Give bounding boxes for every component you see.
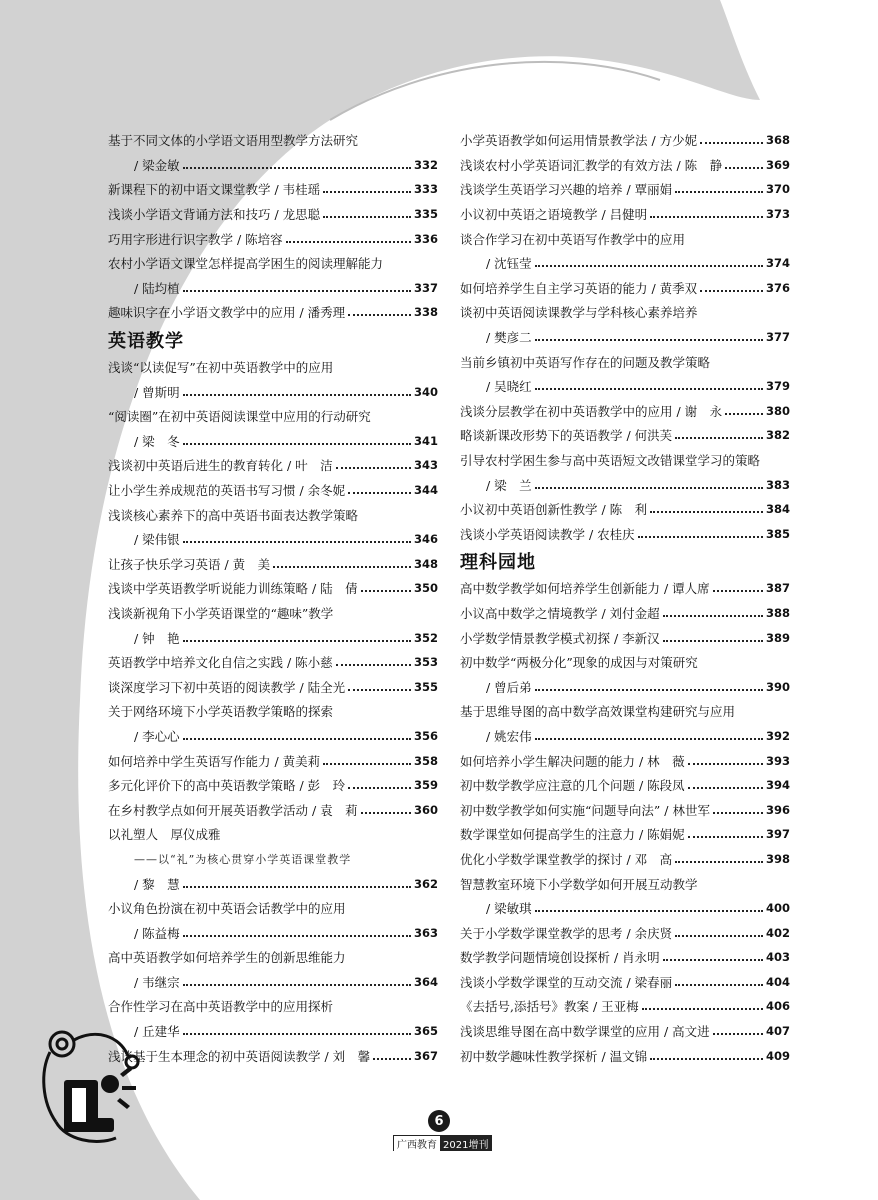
- section-heading: 理科园地: [460, 552, 536, 574]
- leader-dots: [183, 1023, 411, 1035]
- leader-dots: [183, 630, 411, 642]
- leader-dots: [183, 974, 411, 986]
- toc-author-text: / 陆均植: [134, 280, 180, 296]
- toc-title-text: 浅谈新视角下小学英语课堂的“趣味”教学: [108, 605, 334, 621]
- toc-entry[interactable]: [108, 797, 438, 822]
- leader-dots: [323, 181, 411, 193]
- toc-page-number: 363: [413, 925, 438, 940]
- toc-title-text: 农村小学语文课堂怎样提高学困生的阅读理解能力: [108, 256, 384, 272]
- toc-entry-text: 优化小学数学课堂教学的探讨 / 邓 高: [460, 851, 673, 867]
- toc-author-line[interactable]: [460, 325, 790, 350]
- toc-title-text: 当前乡镇初中英语写作存在的问题及教学策略: [460, 354, 711, 370]
- toc-title-text: “阅读圈”在初中英语阅读课堂中应用的行动研究: [108, 409, 371, 425]
- toc-page-number: 362: [413, 876, 438, 891]
- toc-entry-text: 小议初中英语创新性教学 / 陈 利: [460, 502, 648, 518]
- toc-title-text: 浅谈“以读促写”在初中英语教学中的应用: [108, 360, 334, 376]
- toc-entry-text: 初中数学趣味性教学探析 / 温文锦: [460, 1048, 648, 1064]
- toc-entry-text: 关于小学数学课堂教学的思考 / 余庆贤: [460, 925, 673, 941]
- toc-page-number: 383: [765, 477, 790, 492]
- toc-entry[interactable]: [460, 1019, 790, 1044]
- leader-dots: [183, 280, 411, 292]
- toc-author-text: / 樊彦二: [486, 330, 532, 346]
- toc-page-number: 358: [413, 753, 438, 768]
- leader-dots: [650, 206, 763, 218]
- toc-author-text: / 梁敏琪: [486, 901, 532, 917]
- toc-entry[interactable]: [460, 625, 790, 650]
- leader-dots: [638, 526, 763, 538]
- leader-dots: [183, 728, 411, 740]
- toc-page-number: 404: [765, 974, 790, 989]
- toc-title-text: 基于不同文体的小学语文语用型教学方法研究: [108, 133, 359, 149]
- toc-article-title[interactable]: [460, 650, 790, 675]
- leader-dots: [663, 605, 763, 617]
- toc-entry[interactable]: [460, 847, 790, 872]
- toc-page-number: 344: [413, 483, 438, 498]
- toc-entry-text: 小议高中数学之情境教学 / 刘付金超: [460, 605, 660, 621]
- toc-author-text: / 丘建华: [134, 1024, 180, 1040]
- leader-dots: [675, 181, 763, 193]
- toc-title-text: 谈合作学习在初中英语写作教学中的应用: [460, 231, 686, 247]
- toc-page-number: 376: [765, 280, 790, 295]
- toc-page-number: 343: [413, 458, 438, 473]
- toc-author-text: / 曾后弟: [486, 679, 532, 695]
- leader-dots: [688, 826, 763, 838]
- leader-dots: [183, 157, 411, 169]
- toc-author-line[interactable]: [460, 374, 790, 399]
- toc-entry-text: 浅谈小学英语阅读教学 / 农桂庆: [460, 526, 635, 542]
- toc-entry[interactable]: [460, 1043, 790, 1068]
- toc-entry[interactable]: [108, 177, 438, 202]
- toc-page-number: 402: [765, 925, 790, 940]
- leader-dots: [713, 1023, 763, 1035]
- toc-entry[interactable]: [460, 773, 790, 798]
- toc-article-title[interactable]: [460, 300, 790, 325]
- toc-page-number: 356: [413, 728, 438, 743]
- leader-dots: [725, 157, 763, 169]
- toc-entry-text: 浅谈学生英语学习兴趣的培养 / 覃丽娟: [460, 182, 673, 198]
- toc-entry[interactable]: [108, 202, 438, 227]
- toc-author-text: / 李心心: [134, 728, 180, 744]
- toc-title-text: 高中英语教学如何培养学生的创新思维能力: [108, 950, 346, 966]
- toc-article-title[interactable]: [460, 448, 790, 473]
- toc-entry-text: 浅谈中学英语教学听说能力训练策略 / 陆 倩: [108, 581, 358, 597]
- toc-entry[interactable]: [460, 748, 790, 773]
- toc-page-number: 389: [765, 630, 790, 645]
- toc-entry[interactable]: [108, 650, 438, 675]
- leader-dots: [535, 329, 763, 341]
- toc-entry-text: 如何培养学生自主学习英语的能力 / 黄季双: [460, 280, 698, 296]
- toc-article-title[interactable]: [108, 994, 438, 1019]
- toc-author-text: / 梁 冬: [134, 433, 180, 449]
- toc-entry[interactable]: [108, 773, 438, 798]
- toc-page-number: 385: [765, 526, 790, 541]
- toc-page-number: 400: [765, 901, 790, 916]
- toc-entry-text: 新课程下的初中语文课堂教学 / 韦桂瑶: [108, 182, 321, 198]
- toc-author-line[interactable]: [108, 724, 438, 749]
- toc-page-number: 380: [765, 403, 790, 418]
- toc-article-title[interactable]: [108, 822, 438, 847]
- toc-author-line[interactable]: [108, 1019, 438, 1044]
- toc-entry-text: 让小学生养成规范的英语书写习惯 / 余冬妮: [108, 483, 346, 499]
- toc-entry-text: 浅谈小学语文背诵方法和技巧 / 龙思聪: [108, 207, 321, 223]
- toc-title-text: 关于网络环境下小学英语教学策略的探索: [108, 704, 334, 720]
- toc-entry[interactable]: [460, 970, 790, 995]
- leader-dots: [361, 580, 411, 592]
- leader-dots: [650, 1048, 763, 1060]
- toc-entry-text: 小议初中英语之语境教学 / 吕健明: [460, 207, 648, 223]
- toc-entry[interactable]: [460, 423, 790, 448]
- leader-dots: [183, 531, 411, 543]
- toc-article-title[interactable]: [460, 699, 790, 724]
- journal-issue: 2021增刊: [440, 1136, 491, 1151]
- toc-page-number: 341: [413, 433, 438, 448]
- toc-entry-text: 初中数学教学如何实施“问题导向法” / 林世军: [460, 802, 710, 818]
- toc-entry[interactable]: [460, 994, 790, 1019]
- leader-dots: [535, 900, 763, 912]
- toc-title-text: 谈初中英语阅读课教学与学科核心素养培养: [460, 305, 698, 321]
- leader-dots: [361, 802, 411, 814]
- toc-page-number: 360: [413, 802, 438, 817]
- toc-author-text: / 陈益梅: [134, 925, 180, 941]
- toc-page-number: 403: [765, 950, 790, 965]
- toc-page-number: 373: [765, 207, 790, 222]
- toc-page-number: 409: [765, 1048, 790, 1063]
- toc-entry-text: 初中数学教学应注意的几个问题 / 陈段凤: [460, 778, 685, 794]
- journal-footer: [393, 1135, 492, 1151]
- toc-entry[interactable]: [460, 153, 790, 178]
- leader-dots: [373, 1048, 411, 1060]
- toc-page-number: 396: [765, 802, 790, 817]
- toc-page-number: 369: [765, 157, 790, 172]
- toc-entry-text: 小学数学情景教学模式初探 / 李新汉: [460, 630, 660, 646]
- toc-subtitle: ——以“礼”为核心贯穿小学英语课堂教学: [134, 852, 352, 866]
- leader-dots: [688, 777, 763, 789]
- leader-dots: [323, 753, 411, 765]
- toc-entry-text: 多元化评价下的高中英语教学策略 / 彭 玲: [108, 778, 346, 794]
- toc-entry[interactable]: [460, 797, 790, 822]
- leader-dots: [535, 477, 763, 489]
- page-number-badge: 6: [428, 1110, 450, 1132]
- toc-page-number: 368: [765, 133, 790, 148]
- toc-right-column: [460, 128, 790, 1068]
- toc-page-number: 350: [413, 581, 438, 596]
- toc-entry[interactable]: [460, 945, 790, 970]
- toc-author-line[interactable]: [108, 871, 438, 896]
- leader-dots: [183, 433, 411, 445]
- toc-author-text: / 韦继宗: [134, 974, 180, 990]
- toc-author-line[interactable]: [108, 970, 438, 995]
- toc-title-text: 初中数学“两极分化”现象的成因与对策研究: [460, 655, 698, 671]
- toc-author-text: / 钟 艳: [134, 630, 180, 646]
- toc-author-text: / 黎 慧: [134, 876, 180, 892]
- leader-dots: [183, 876, 411, 888]
- toc-page-number: 397: [765, 827, 790, 842]
- toc-page-number: 379: [765, 379, 790, 394]
- toc-page-number: 382: [765, 428, 790, 443]
- toc-entry-text: 浅谈小学数学课堂的互动交流 / 梁春丽: [460, 974, 673, 990]
- toc-entry[interactable]: [460, 128, 790, 153]
- toc-author-line[interactable]: [108, 920, 438, 945]
- toc-entry-text: 《去括号,添括号》教案 / 王亚梅: [460, 999, 639, 1015]
- toc-article-title[interactable]: [108, 251, 438, 276]
- toc-entry[interactable]: [460, 399, 790, 424]
- toc-author-text: / 梁 兰: [486, 477, 532, 493]
- toc-title-text: 引导农村学困生参与高中英语短文改错课堂学习的策略: [460, 453, 761, 469]
- leader-dots: [642, 998, 763, 1010]
- toc-page-number: 332: [413, 157, 438, 172]
- toc-author-text: / 梁伟银: [134, 532, 180, 548]
- leader-dots: [183, 384, 411, 396]
- toc-left-column: [108, 128, 438, 1068]
- toc-author-text: / 梁金敏: [134, 157, 180, 173]
- toc-article-title[interactable]: [460, 349, 790, 374]
- toc-author-line[interactable]: [108, 153, 438, 178]
- toc-article-title[interactable]: [108, 896, 438, 921]
- toc-article-title[interactable]: [108, 601, 438, 626]
- toc-title-text: 浅谈核心素养下的高中英语书面表达教学策略: [108, 507, 359, 523]
- toc-entry[interactable]: [460, 497, 790, 522]
- toc-page-number: 406: [765, 999, 790, 1014]
- toc-author-text: / 曾斯明: [134, 384, 180, 400]
- leader-dots: [688, 753, 763, 765]
- toc-page-number: 365: [413, 1024, 438, 1039]
- toc-page-number: 377: [765, 330, 790, 345]
- journal-name: 广西教育: [394, 1136, 440, 1151]
- leader-dots: [663, 949, 763, 961]
- toc-page-number: 398: [765, 851, 790, 866]
- toc-author-line[interactable]: [460, 896, 790, 921]
- toc-entry[interactable]: [108, 552, 438, 577]
- toc-entry[interactable]: [460, 276, 790, 301]
- leader-dots: [183, 925, 411, 937]
- toc-entry-text: 浅谈思维导图在高中数学课堂的应用 / 高文进: [460, 1024, 710, 1040]
- toc-entry[interactable]: [108, 576, 438, 601]
- toc-page-number: 393: [765, 753, 790, 768]
- leader-dots: [348, 304, 411, 316]
- toc-article-title[interactable]: [108, 502, 438, 527]
- toc-page-number: 388: [765, 605, 790, 620]
- leader-dots: [725, 403, 763, 415]
- toc-page-number: 337: [413, 280, 438, 295]
- toc-page-number: 340: [413, 384, 438, 399]
- leader-dots: [336, 457, 411, 469]
- toc-title-text: 小议角色扮演在初中英语会话教学中的应用: [108, 901, 346, 917]
- leader-dots: [650, 501, 763, 513]
- toc-entry[interactable]: [108, 748, 438, 773]
- leader-dots: [286, 231, 411, 243]
- leader-dots: [348, 482, 411, 494]
- leader-dots: [323, 206, 411, 218]
- toc-author-text: / 沈钰莹: [486, 256, 532, 272]
- toc-page-number: 348: [413, 556, 438, 571]
- toc-page-number: 346: [413, 532, 438, 547]
- leader-dots: [675, 925, 763, 937]
- toc-entry-text: 浅谈初中英语后进生的教育转化 / 叶 洁: [108, 458, 333, 474]
- toc-article-title[interactable]: [108, 355, 438, 380]
- toc-entry[interactable]: [108, 300, 438, 325]
- toc-author-line[interactable]: [460, 472, 790, 497]
- toc-page-number: 370: [765, 182, 790, 197]
- leader-dots: [713, 580, 763, 592]
- toc-page-number: 359: [413, 778, 438, 793]
- leader-dots: [700, 132, 763, 144]
- toc-entry-text: 高中数学教学如何培养学生创新能力 / 谭人席: [460, 581, 710, 597]
- toc-article-title[interactable]: [108, 128, 438, 153]
- toc-page-number: 390: [765, 679, 790, 694]
- toc-title-text: 以礼塑人 厚仪成雅: [108, 827, 221, 843]
- toc-entry[interactable]: [108, 453, 438, 478]
- toc-entry[interactable]: [460, 601, 790, 626]
- toc-entry[interactable]: [460, 920, 790, 945]
- toc-entry-text: 巧用字形进行识字教学 / 陈培容: [108, 231, 283, 247]
- corner-ornament-icon: [36, 1022, 156, 1157]
- toc-entry-text: 让孩子快乐学习英语 / 黄 美: [108, 556, 271, 572]
- toc-entry[interactable]: [108, 226, 438, 251]
- toc-entry[interactable]: [460, 177, 790, 202]
- toc-page-number: 336: [413, 231, 438, 246]
- leader-dots: [713, 802, 763, 814]
- toc-author-line[interactable]: [108, 429, 438, 454]
- toc-page-number: 394: [765, 778, 790, 793]
- leader-dots: [336, 654, 411, 666]
- leader-dots: [675, 974, 763, 986]
- toc-page-number: 387: [765, 581, 790, 596]
- toc-page-number: 364: [413, 974, 438, 989]
- leader-dots: [348, 777, 411, 789]
- toc-entry-text: 如何培养中学生英语写作能力 / 黄美莉: [108, 753, 321, 769]
- toc-entry[interactable]: [460, 522, 790, 547]
- leader-dots: [535, 255, 763, 267]
- toc-page-number: 367: [413, 1048, 438, 1063]
- toc-author-line[interactable]: [460, 251, 790, 276]
- toc-page-number: 333: [413, 182, 438, 197]
- toc-entry-text: 浅谈农村小学英语词汇教学的有效方法 / 陈 静: [460, 157, 723, 173]
- toc-entry[interactable]: [108, 674, 438, 699]
- toc-entry[interactable]: [460, 202, 790, 227]
- toc-entry-text: 数学教学问题情境创设探析 / 肖永明: [460, 950, 660, 966]
- leader-dots: [675, 851, 763, 863]
- toc-entry-text: 在乡村教学点如何开展英语教学活动 / 袁 莉: [108, 802, 358, 818]
- toc-author-text: / 吴晓红: [486, 379, 532, 395]
- toc-title-text: 智慧教室环境下小学数学如何开展互动教学: [460, 876, 698, 892]
- toc-title-text: 合作性学习在高中英语教学中的应用探析: [108, 999, 334, 1015]
- leader-dots: [535, 728, 763, 740]
- toc-entry[interactable]: [108, 478, 438, 503]
- toc-entry-text: 略谈新课改形势下的英语教学 / 何洪芙: [460, 428, 673, 444]
- toc-page-number: 335: [413, 207, 438, 222]
- toc-page-number: 374: [765, 256, 790, 271]
- toc-page-number: 384: [765, 502, 790, 517]
- toc-article-title[interactable]: [460, 226, 790, 251]
- toc-entry-text: 谈深度学习下初中英语的阅读教学 / 陆全光: [108, 679, 346, 695]
- toc-entry[interactable]: [460, 576, 790, 601]
- toc-page-number: 338: [413, 305, 438, 320]
- leader-dots: [535, 378, 763, 390]
- toc-page-number: 355: [413, 679, 438, 694]
- toc-author-line[interactable]: [108, 379, 438, 404]
- leader-dots: [700, 280, 763, 292]
- toc-entry-text: 如何培养小学生解决问题的能力 / 林 薇: [460, 753, 685, 769]
- toc-page-number: 352: [413, 630, 438, 645]
- toc-article-title[interactable]: [108, 945, 438, 970]
- toc-entry-text: 浅谈分层教学在初中英语教学中的应用 / 谢 永: [460, 403, 723, 419]
- toc-entry-text: 英语教学中培养文化自信之实践 / 陈小慈: [108, 655, 333, 671]
- toc-entry-text: 小学英语教学如何运用情景教学法 / 方少妮: [460, 133, 698, 149]
- toc-entry[interactable]: [460, 822, 790, 847]
- leader-dots: [535, 679, 763, 691]
- toc-entry[interactable]: [108, 1043, 438, 1068]
- toc-title-text: 基于思维导图的高中数学高效课堂构建研究与应用: [460, 704, 736, 720]
- toc-entry-text: 数学课堂如何提高学生的注意力 / 陈娟妮: [460, 827, 685, 843]
- toc-page-number: 407: [765, 1024, 790, 1039]
- toc-entry-text: 趣味识字在小学语文教学中的应用 / 潘秀理: [108, 305, 346, 321]
- leader-dots: [675, 427, 763, 439]
- toc-author-line[interactable]: [108, 276, 438, 301]
- toc-article-title[interactable]: [108, 699, 438, 724]
- toc-page-number: 392: [765, 728, 790, 743]
- leader-dots: [663, 630, 763, 642]
- toc-author-line[interactable]: [108, 527, 438, 552]
- toc-author-line[interactable]: [460, 674, 790, 699]
- leader-dots: [348, 679, 411, 691]
- toc-author-text: / 姚宏伟: [486, 728, 532, 744]
- toc-author-line[interactable]: [108, 625, 438, 650]
- section-heading: 英语教学: [108, 330, 184, 352]
- toc-page-number: 353: [413, 655, 438, 670]
- toc-entry-text: 浅谈基于生本理念的初中英语阅读教学 / 刘 馨: [108, 1048, 371, 1064]
- leader-dots: [273, 556, 411, 568]
- toc-article-title[interactable]: [460, 871, 790, 896]
- toc-author-line[interactable]: [460, 724, 790, 749]
- toc-article-title[interactable]: [108, 404, 438, 429]
